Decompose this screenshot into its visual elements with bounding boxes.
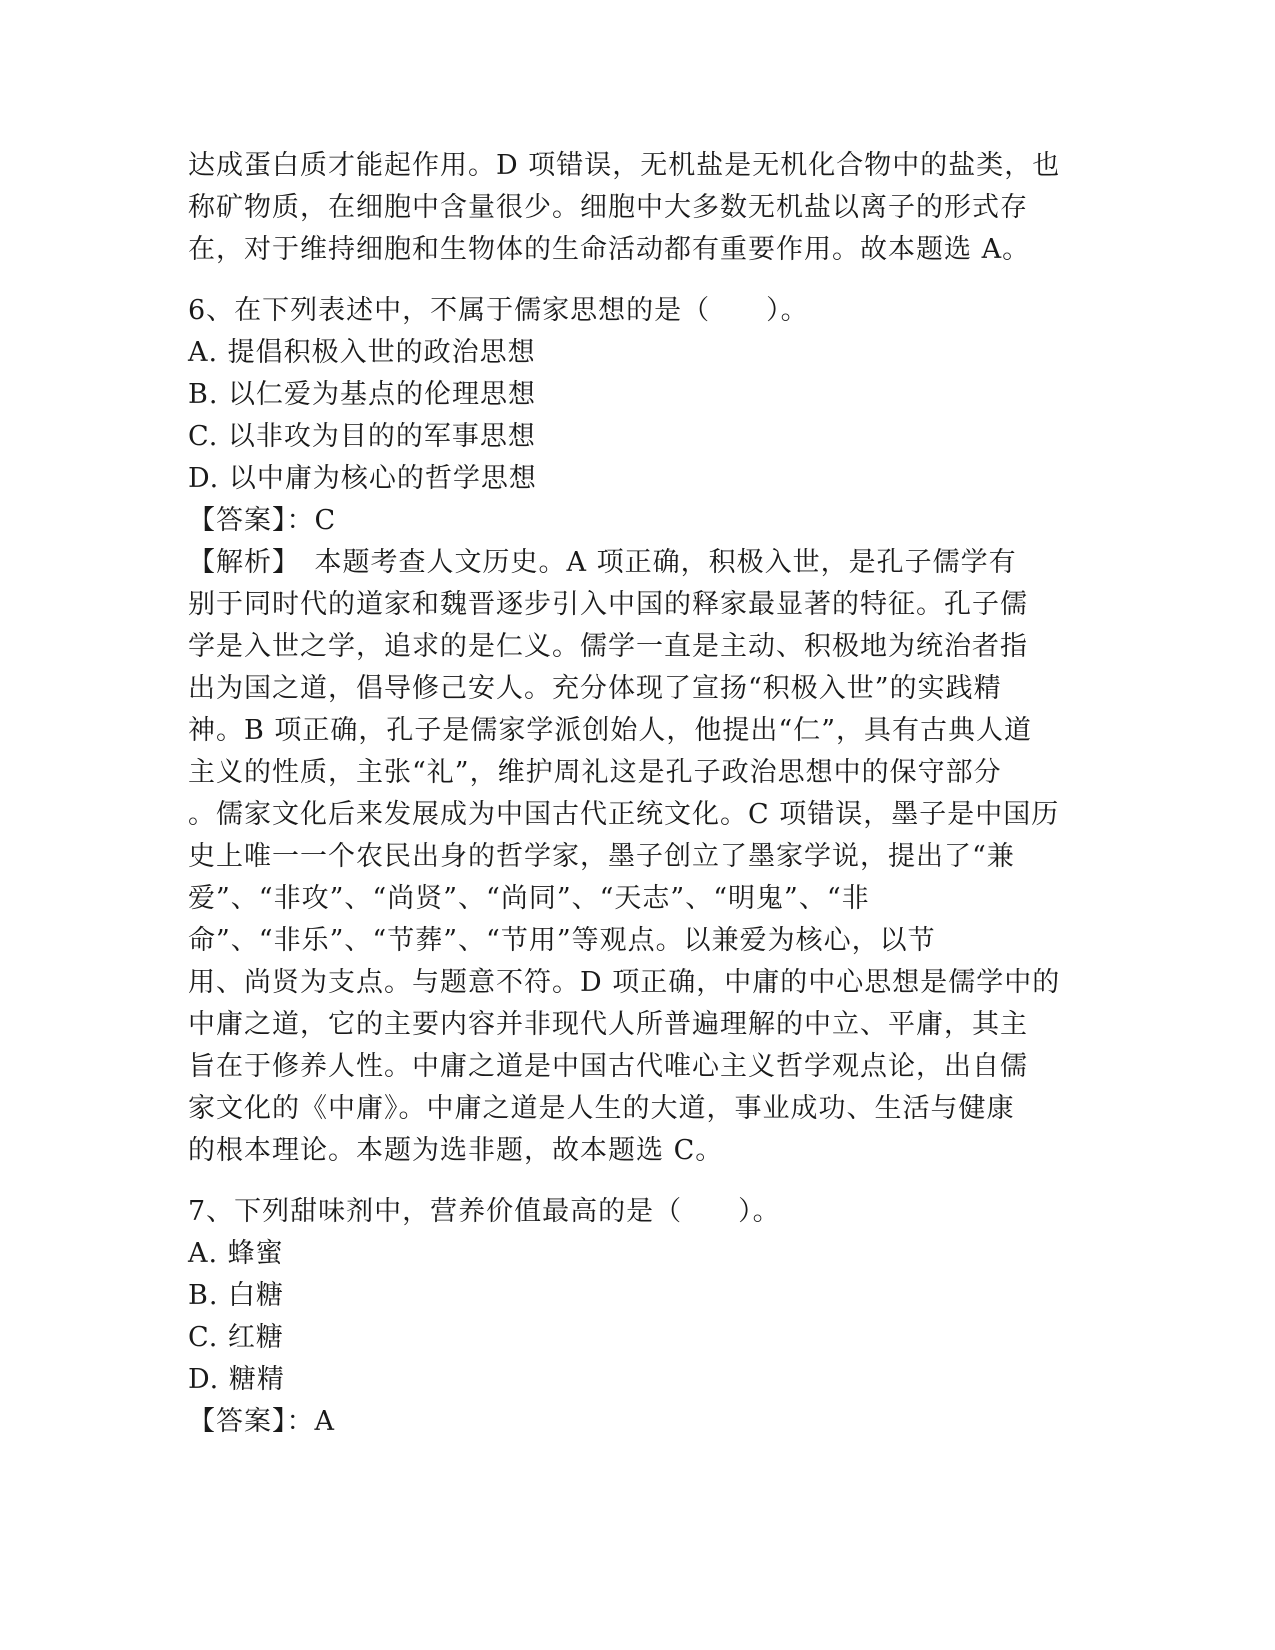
question-text: 6、在下列表述中，不属于儒家思想的是（ ）。 (188, 295, 809, 326)
option-a: A. 提倡积极入世的政治思想 (188, 337, 536, 368)
analysis-line: 命”、“非乐”、“节葬”、“节用”等观点。以兼爱为核心，以节 (188, 925, 936, 956)
analysis-line: 爱”、“非攻”、“尚贤”、“尚同”、“天志”、“明鬼”、“非 (188, 883, 870, 914)
analysis (188, 542, 1088, 1172)
option-c: C. 红糖 (188, 1322, 284, 1353)
option-b: B. 以仁爱为基点的伦理思想 (188, 379, 537, 410)
analysis-line: 【解析】 本题考查人文历史。A 项正确，积极入世，是孔子儒学有 (188, 547, 1017, 578)
analysis-line: 家文化的《中庸》。中庸之道是人生的大道，事业成功、生活与健康 (188, 1093, 1015, 1124)
option-d: D. 糖精 (188, 1364, 285, 1395)
analysis-line: 史上唯一一个农民出身的哲学家，墨子创立了墨家学说，提出了“兼 (188, 841, 1015, 872)
analysis-line: 学是入世之学，追求的是仁义。儒学一直是主动、积极地为统治者指 (188, 631, 1028, 662)
text-line: 达成蛋白质才能起作用。D 项错误，无机盐是无机化合物中的盐类，也 (188, 150, 1061, 181)
document-page (188, 145, 1088, 1443)
answer: 【答案】：A (188, 1406, 335, 1437)
analysis-line: 的根本理论。本题为选非题，故本题选 C。 (188, 1135, 724, 1166)
q5-analysis-tail (188, 145, 1088, 271)
analysis-line: 主义的性质，主张“礼”，维护周礼这是孔子政治思想中的保守部分 (188, 757, 1002, 788)
analysis-line: 。儒家文化后来发展成为中国古代正统文化。C 项错误，墨子是中国历 (188, 799, 1060, 830)
option-c: C. 以非攻为目的的军事思想 (188, 421, 536, 452)
option-d: D. 以中庸为核心的哲学思想 (188, 463, 537, 494)
analysis-line: 神。B 项正确，孔子是儒家学派创始人，他提出“仁”，具有古典人道 (188, 715, 1033, 746)
question-6 (188, 290, 1088, 1172)
text-line: 在，对于维持细胞和生物体的生命活动都有重要作用。故本题选 A。 (188, 234, 1031, 265)
question-text: 7、下列甜味剂中，营养价值最高的是（ ）。 (188, 1196, 781, 1227)
option-a: A. 蜂蜜 (188, 1238, 284, 1269)
answer: 【答案】：C (188, 505, 337, 536)
analysis-line: 中庸之道，它的主要内容并非现代人所普遍理解的中立、平庸，其主 (188, 1009, 1028, 1040)
analysis-line: 用、尚贤为支点。与题意不符。D 项正确，中庸的中心思想是儒学中的 (188, 967, 1061, 998)
analysis-line: 旨在于修养人性。中庸之道是中国古代唯心主义哲学观点论，出自儒 (188, 1051, 1028, 1082)
question-7 (188, 1191, 1088, 1443)
option-b: B. 白糖 (188, 1280, 285, 1311)
analysis-line: 出为国之道，倡导修己安人。充分体现了宣扬“积极入世”的实践精 (188, 673, 1002, 704)
text-line: 称矿物质，在细胞中含量很少。细胞中大多数无机盐以离子的形式存 (188, 192, 1028, 223)
analysis-line: 别于同时代的道家和魏晋逐步引入中国的释家最显著的特征。孔子儒 (188, 589, 1028, 620)
